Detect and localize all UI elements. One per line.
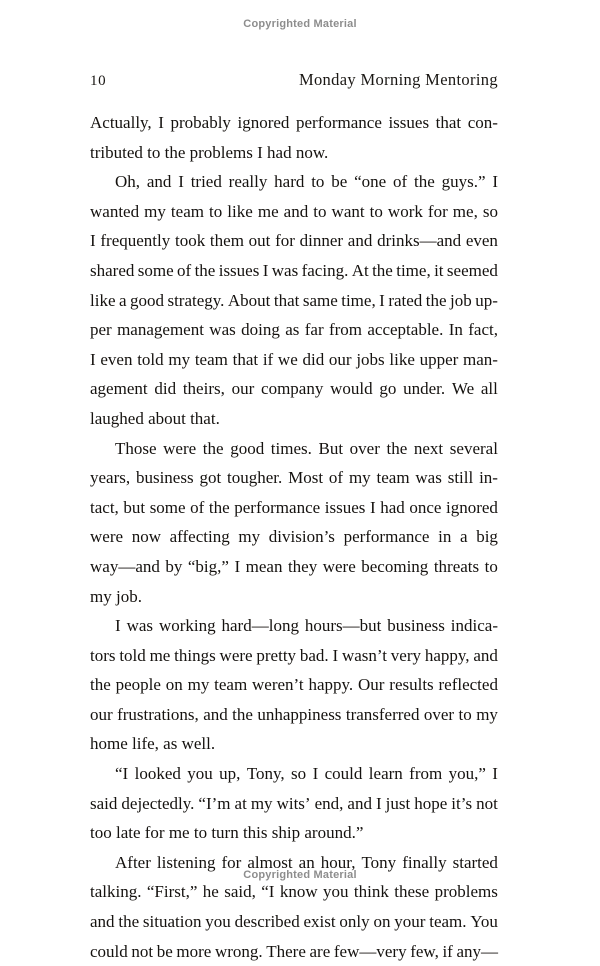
paragraph — [90, 434, 498, 612]
body-text — [90, 108, 498, 966]
paragraph — [90, 167, 498, 433]
text-line: I was working hard—long hours—but business indica- — [115, 616, 498, 636]
text-line: wanted my team to like me and to want to work for me, so — [90, 201, 498, 221]
text-line: talking. “First,” he said, “I know you think these problems — [90, 882, 498, 902]
text-line: too late for me to turn this ship around.” — [90, 823, 364, 843]
running-head — [90, 70, 498, 90]
text-line: could not be more wrong. There are few—very few, if any— — [90, 941, 498, 961]
text-line: shared some of the issues I was facing. At the time, it seemed — [90, 260, 498, 280]
text-line: my job. — [90, 586, 142, 606]
text-line: per management was doing as far from acceptable. In fact, — [90, 320, 498, 340]
text-line: the people on my team weren’t happy. Our results reflected — [90, 675, 498, 695]
text-line: laughed about that. — [90, 408, 220, 428]
text-line: were now affecting my division’s performance in a big — [90, 527, 498, 547]
paragraph — [90, 611, 498, 759]
page-number: 10 — [90, 73, 107, 89]
running-head-title: Monday Morning Mentoring — [298, 70, 498, 89]
text-line: tors told me things were pretty bad. I wasn’t very happy, and — [90, 645, 498, 665]
paragraph — [90, 759, 498, 848]
text-line: Those were the good times. But over the next several — [115, 438, 498, 458]
text-line: agement did theirs, our company would go under. We all — [90, 379, 498, 399]
text-line: After listening for almost an hour, Tony finally started — [115, 852, 498, 872]
text-line: way—and by “big,” I mean they were becoming threats to — [90, 556, 498, 576]
text-line: I frequently took them out for dinner and drinks—and even — [90, 231, 498, 251]
paragraph — [90, 108, 498, 167]
text-line: our frustrations, and the unhappiness transferred over to my — [90, 704, 498, 724]
text-line: said dejectedly. “I’m at my wits’ end, and I just hope it’s not — [90, 793, 498, 813]
text-line: years, business got tougher. Most of my team was still in- — [90, 468, 498, 488]
text-line: tributed to the problems I had now. — [90, 142, 329, 162]
paragraph — [90, 848, 498, 966]
text-line: I even told my team that if we did our jobs like upper man- — [90, 349, 498, 369]
text-line: tact, but some of the performance issues I had once ignored — [90, 497, 498, 517]
text-line: home life, as well. — [90, 734, 216, 754]
copyright-watermark-top: Copyrighted Material — [243, 18, 357, 30]
text-line: “I looked you up, Tony, so I could learn from you,” I — [115, 764, 498, 784]
text-line: Actually, I probably ignored performance issues that con- — [90, 113, 498, 132]
text-line: and the situation you described exist only on your team. You — [90, 912, 498, 932]
text-line: Oh, and I tried really hard to be “one of the guys.” I — [115, 172, 498, 192]
copyright-watermark-bottom: Copyrighted Material — [243, 869, 357, 881]
text-line: like a good strategy. About that same time, I rated the job up- — [90, 290, 498, 310]
